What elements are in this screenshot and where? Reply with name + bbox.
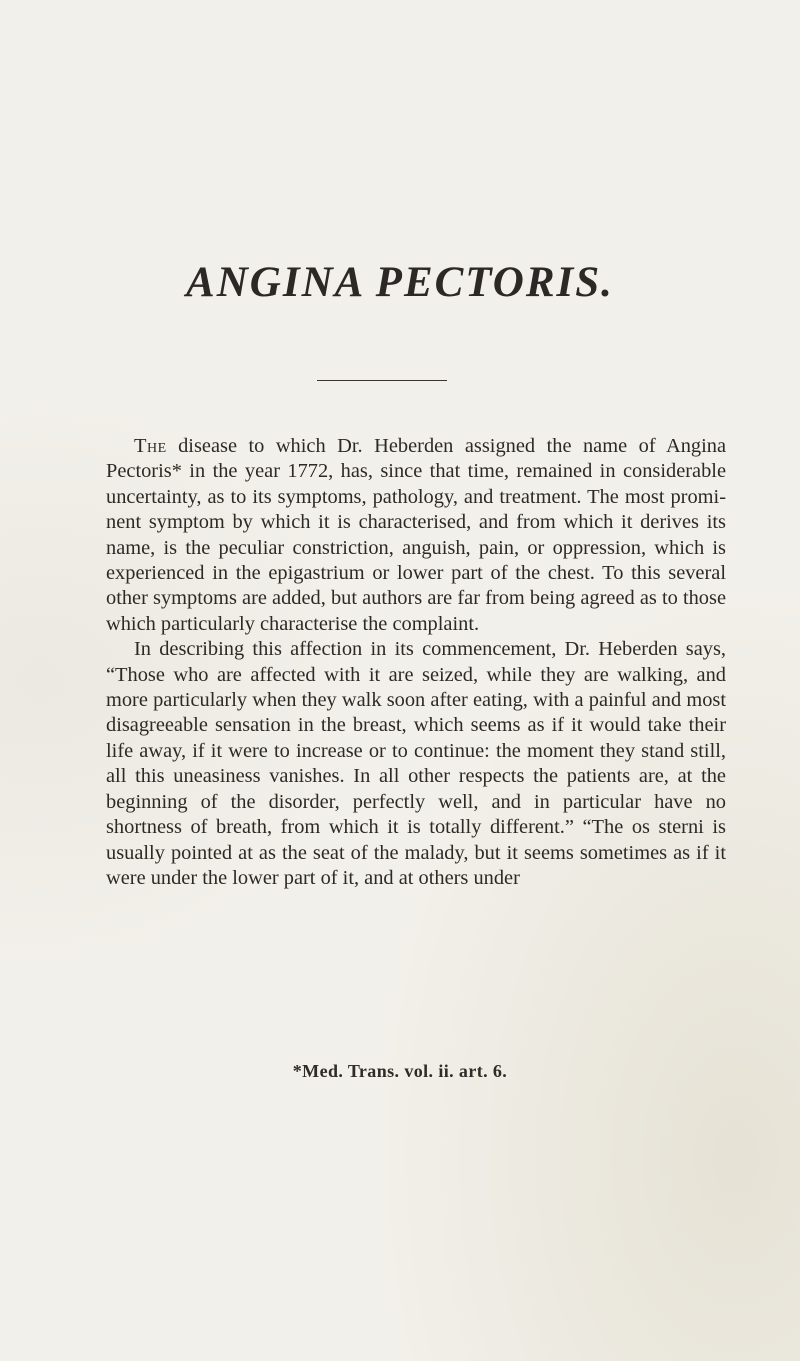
footnote: *Med. Trans. vol. ii. art. 6. bbox=[292, 1061, 508, 1081]
page-title: ANGINA PECTORIS. bbox=[186, 259, 614, 306]
paragraph-2-text: In describing this affection in its commencement, Dr. Heberden says, “Those who are affected with it are seized, while they are walking, and more particularly when they walk soon after eating, with a painful and most disagreeable sensation in the breast, which seems as if it would take their life away, if it were to increase or to continue: the moment they stand still, all this uneasiness vanishes. In all other respects the patients are, at the beginning of the disorder, perfectly well, and in particular have no shortness of breath, from which it is totally different.” “The os sterni is usually pointed at as the seat of the malady, but it seems sometimes as if it were under the lower part of it, and at others under bbox=[106, 638, 726, 889]
title-divider bbox=[317, 380, 447, 381]
paragraph-2 bbox=[106, 637, 726, 891]
paragraph-1 bbox=[106, 434, 726, 637]
body-text bbox=[106, 434, 726, 891]
paragraph-lead-word: The bbox=[134, 435, 167, 457]
paragraph-1-text: disease to which Dr. Heberden assigned the name of Angina Pectoris* in the year 1772, has, since that time, remained in considerable uncertainty, as to its symptoms, pathology, and treatment. The most prominent symptom by which it is characterised, and from which it derives its name, is the peculiar constriction, anguish, pain, or oppression, which is experienced in the epigastrium or lower part of the chest. To this several other symptoms are added, but authors are far from being agreed as to those which particularly characterise the complaint. bbox=[106, 435, 726, 635]
